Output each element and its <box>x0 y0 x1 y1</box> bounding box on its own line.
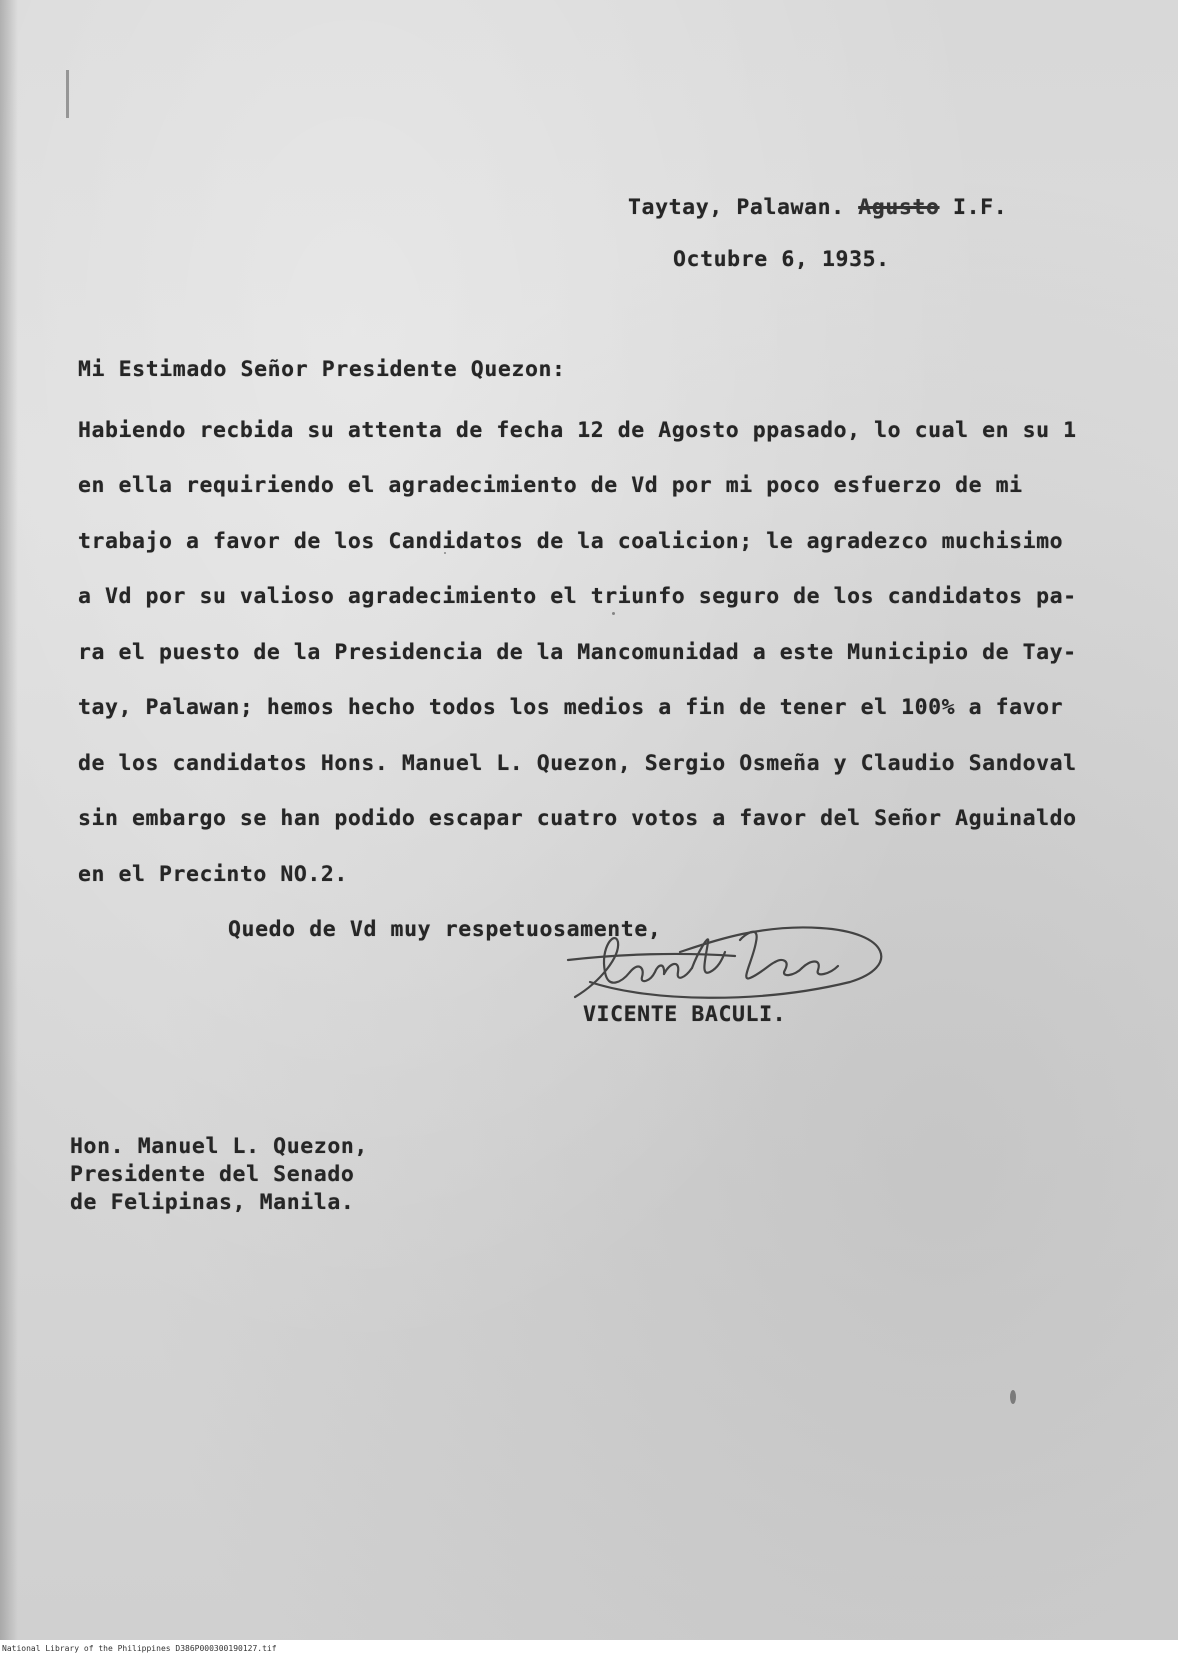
archive-label: National Library of the Philippines D386P000300190127.tif <box>2 1644 277 1653</box>
body-line: Habiendo recbida su attenta de fecha 12 de Agosto ppasado, lo cual en su 1 <box>78 418 1077 443</box>
recipient-line: Presidente del Senado <box>70 1162 355 1187</box>
body-line: en el Precinto NO.2. <box>78 862 348 887</box>
letter-closing: Quedo de Vd muy respetuosamente, <box>228 917 662 942</box>
body-line: a Vd por su valioso agradecimiento el triunfo seguro de los candidatos pa- <box>78 584 1077 609</box>
scan-mark <box>66 70 69 118</box>
struck-word: Agusto <box>858 195 940 220</box>
body-line: trabajo a favor de los Candidatos de la coalicion; le agradezco muchisimo <box>78 529 1064 554</box>
body-line: ra el puesto de la Presidencia de la Mancomunidad a este Municipio de Tay- <box>78 640 1077 665</box>
place-suffix: I.F. <box>939 195 1008 220</box>
body-line: sin embargo se han podido escapar cuatro votos a favor del Señor Aguinaldo <box>78 806 1077 831</box>
body-line: en ella requiriendo el agradecimiento de Vd por mi poco esfuerzo de mi <box>78 473 1023 498</box>
handwritten-signature <box>560 912 920 1012</box>
body-line: tay, Palawan; hemos hecho todos los medios a fin de tener el 100% a favor <box>78 695 1064 720</box>
letter-salutation: Mi Estimado Señor Presidente Quezon: <box>78 357 566 382</box>
paper-speck <box>1010 1390 1016 1404</box>
letter-date: Octubre 6, 1935. <box>673 247 890 272</box>
body-line: de los candidatos Hons. Manuel L. Quezon, Sergio Osmeña y Claudio Sandoval <box>78 751 1077 776</box>
signer-name: VICENTE BACULI. <box>583 1002 787 1027</box>
place-text: Taytay, Palawan. <box>628 195 859 220</box>
scan-edge-shadow <box>0 0 18 1640</box>
recipient-line: Hon. Manuel L. Quezon, <box>70 1134 368 1159</box>
paper-speck <box>612 612 615 615</box>
letter-place-line <box>628 195 1007 220</box>
recipient-line: de Felipinas, Manila. <box>70 1190 355 1215</box>
